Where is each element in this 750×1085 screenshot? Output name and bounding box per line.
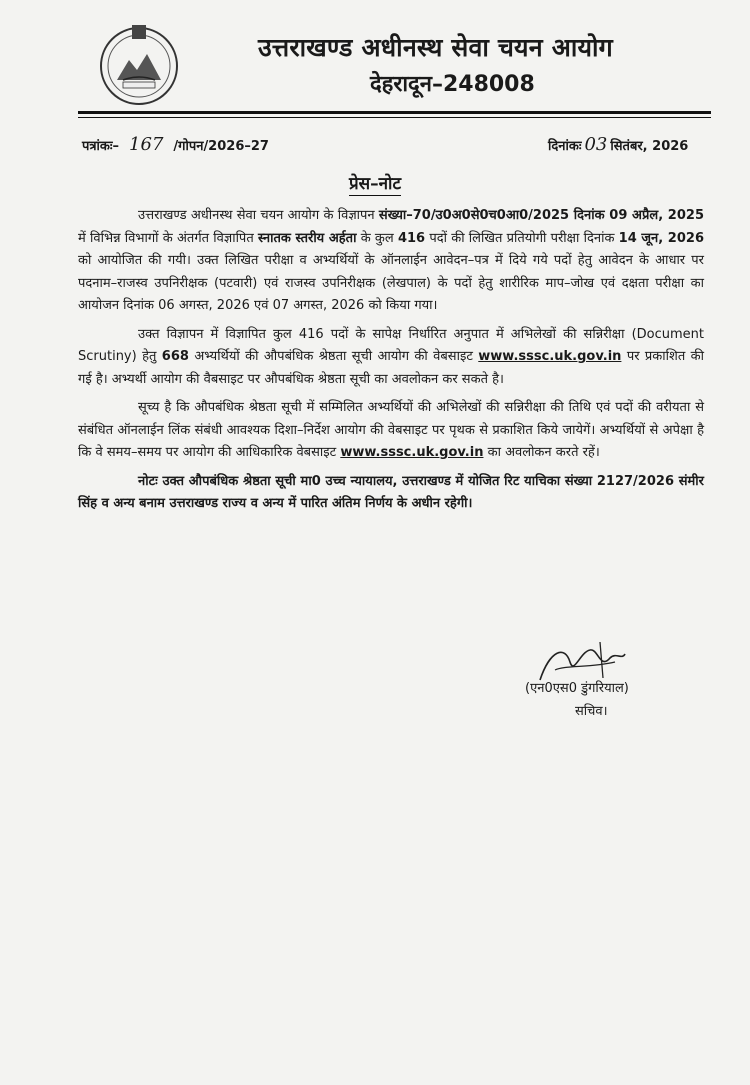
organization-city: देहरादून–248008: [370, 72, 535, 97]
reference-suffix: /गोपन/2026–27: [173, 139, 269, 154]
note-paragraph: नोटः उक्त औपबंधिक श्रेष्ठता सूची मा0 उच्च न्यायालय, उत्तराखण्ड में योजित रिट याचिका संख्या 2127/2026 संमीर सिंह व अन्य बनाम उत्तराखण्ड राज्य व अन्य में पारित अंतिम निर्णय के अधीन रहेगी।: [78, 473, 704, 511]
document-title: प्रेस–नोट: [348, 174, 402, 194]
reference-label: पत्रांकः–: [82, 139, 120, 154]
paragraph-2: उक्त विज्ञापन में विज्ञापित कुल 416 पदों के सापेक्ष निर्धारित अनुपात में अभिलेखों की सन्निरीक्षा (Document Scrutiny) हेतु 668 अभ्यर्थियों की औपबंधिक श्रेष्ठता सूची आयोग की वेबसाइट www.sssc.uk.gov.in पर प्रकाशित की गई है। अभ्यर्थी आयोग की वैबसाइट पर औपबंधिक श्रेष्ठता सूची का अवलोकन कर सकते है।: [78, 326, 704, 387]
document-body: [78, 205, 704, 522]
website-link[interactable]: www.sssc.uk.gov.in: [340, 445, 484, 460]
website-link[interactable]: www.sssc.uk.gov.in: [478, 349, 622, 364]
reference-number: [82, 134, 269, 155]
reference-handwritten-number: 167: [129, 134, 164, 155]
header-rule-thick: [78, 111, 711, 114]
date-rest: सितंबर, 2026: [610, 139, 689, 154]
commission-seal-icon: [93, 22, 185, 108]
paragraph-3: सूच्य है कि औपबंधिक श्रेष्ठता सूची में सम्मिलित अभ्यर्थियों की अभिलेखों की सन्निरीक्षा की तिथि एवं पदों की वरीयता से संबंधित ऑनलाईन लिंक संबंधी आवश्यक दिशा–निर्देश आयोग की वेबसाइट पर पृथक से प्रकाशित किये जायेगें। अभ्यर्थियों से अपेक्षा है कि वे समय–समय पर आयोग की आधिकारिक वेबसाइट www.sssc.uk.gov.in का अवलोकन करते रहें।: [78, 400, 704, 460]
date-label: दिनांकः: [548, 139, 582, 154]
date-handwritten-day: 03: [584, 134, 608, 155]
organization-name: उत्तराखण्ड अधीनस्थ सेवा चयन आयोग: [258, 33, 613, 62]
header-rule-thin: [78, 117, 711, 118]
document-date: [548, 134, 688, 155]
signatory-designation: सचिव।: [575, 704, 608, 719]
paragraph-1: उत्तराखण्ड अधीनस्थ सेवा चयन आयोग के विज्ञापन संख्या–70/उ0अ0से0च0आ0/2025 दिनांक 09 अप्रैल, 2025 में विभिन्न विभागों के अंतर्गत विज्ञापित स्नातक स्तरीय अर्हता के कुल 416 पदों की लिखित प्रतियोगी परीक्षा दिनांक 14 जून, 2026 को आयोजित की गयी। उक्त लिखित परीक्षा व अभ्यर्थियों के ऑनलाईन आवेदन–पत्र में दिये गये पदों हेतु आवेदन के आधार पर पदनाम–राजस्व उपनिरीक्षक (पटवारी) एवं राजस्व उपनिरीक्षक (लेखपाल) के पदों हेतु शारीरिक माप–जोख एवं दक्षता परीक्षा का आयोजन दिनांक 06 अगस्त, 2026 एवं 07 अगस्त, 2026 को किया गया।: [78, 208, 704, 313]
signatory-name: (एन0एस0 डुंगरियाल): [525, 681, 629, 696]
